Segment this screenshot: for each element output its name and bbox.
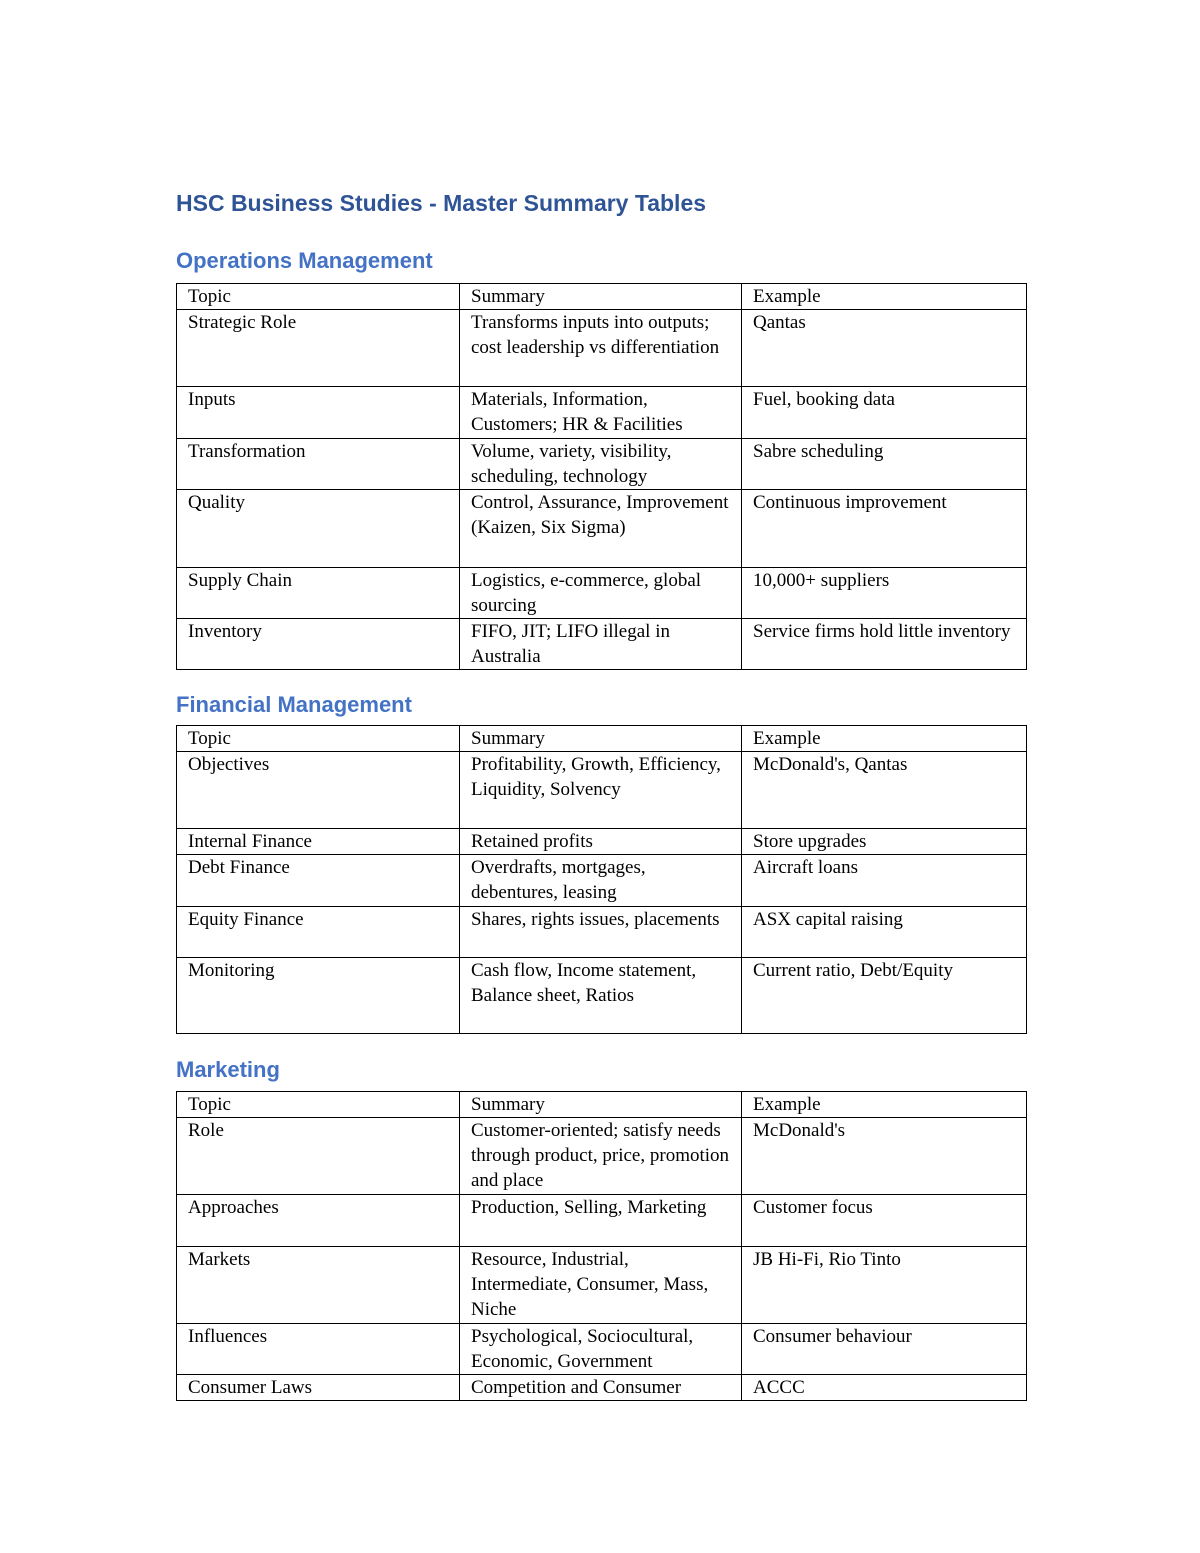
- marketing-table: [176, 1091, 1027, 1401]
- cell-topic: Role: [177, 1118, 460, 1195]
- table-row: [177, 752, 1027, 829]
- table-row: [177, 829, 1027, 855]
- cell-example: Fuel, booking data: [742, 387, 1027, 439]
- cell-summary: Shares, rights issues, placements: [460, 907, 742, 958]
- cell-topic: Inventory: [177, 619, 460, 670]
- cell-example: McDonald's, Qantas: [742, 752, 1027, 829]
- table-row: [177, 958, 1027, 1034]
- cell-topic: Monitoring: [177, 958, 460, 1034]
- cell-summary: Production, Selling, Marketing: [460, 1195, 742, 1247]
- section-heading-financial: Financial Management: [176, 692, 412, 717]
- column-header-topic: Topic: [177, 726, 460, 752]
- table-row: [177, 619, 1027, 670]
- cell-example: Continuous improvement: [742, 490, 1027, 568]
- column-header-summary: Summary: [460, 726, 742, 752]
- cell-summary: Transforms inputs into outputs; cost leadership vs differentiation: [460, 310, 742, 387]
- cell-topic: Equity Finance: [177, 907, 460, 958]
- table-row: [177, 439, 1027, 490]
- cell-summary: Retained profits: [460, 829, 742, 855]
- cell-example: 10,000+ suppliers: [742, 568, 1027, 619]
- cell-example: McDonald's: [742, 1118, 1027, 1195]
- document-title: HSC Business Studies - Master Summary Tables: [176, 190, 707, 216]
- cell-summary: Psychological, Sociocultural, Economic, Government: [460, 1324, 742, 1375]
- column-header-example: Example: [742, 284, 1027, 310]
- cell-summary: Cash flow, Income statement, Balance sheet, Ratios: [460, 958, 742, 1034]
- table-row: [177, 907, 1027, 958]
- cell-example: Qantas: [742, 310, 1027, 387]
- section-heading-marketing: Marketing: [176, 1057, 280, 1082]
- cell-example: Consumer behaviour: [742, 1324, 1027, 1375]
- cell-topic: Internal Finance: [177, 829, 460, 855]
- cell-summary: Logistics, e-commerce, global sourcing: [460, 568, 742, 619]
- table-row: [177, 490, 1027, 568]
- column-header-topic: Topic: [177, 1092, 460, 1118]
- cell-topic: Consumer Laws: [177, 1375, 460, 1401]
- cell-summary: Customer-oriented; satisfy needs through product, price, promotion and place: [460, 1118, 742, 1195]
- table-row: [177, 1118, 1027, 1195]
- column-header-summary: Summary: [460, 284, 742, 310]
- table-header-row: [177, 726, 1027, 752]
- column-header-summary: Summary: [460, 1092, 742, 1118]
- cell-example: ASX capital raising: [742, 907, 1027, 958]
- table-header-row: [177, 284, 1027, 310]
- cell-topic: Debt Finance: [177, 855, 460, 907]
- cell-summary: Competition and Consumer: [460, 1375, 742, 1401]
- table-row: [177, 310, 1027, 387]
- table-row: [177, 1247, 1027, 1324]
- cell-topic: Strategic Role: [177, 310, 460, 387]
- cell-example: ACCC: [742, 1375, 1027, 1401]
- cell-topic: Transformation: [177, 439, 460, 490]
- cell-topic: Inputs: [177, 387, 460, 439]
- cell-summary: Profitability, Growth, Efficiency, Liquidity, Solvency: [460, 752, 742, 829]
- table-header-row: [177, 1092, 1027, 1118]
- column-header-example: Example: [742, 1092, 1027, 1118]
- cell-example: Store upgrades: [742, 829, 1027, 855]
- table-row: [177, 568, 1027, 619]
- cell-example: Current ratio, Debt/Equity: [742, 958, 1027, 1034]
- cell-topic: Supply Chain: [177, 568, 460, 619]
- cell-topic: Objectives: [177, 752, 460, 829]
- cell-example: Service firms hold little inventory: [742, 619, 1027, 670]
- operations-table: [176, 283, 1027, 670]
- cell-example: JB Hi-Fi, Rio Tinto: [742, 1247, 1027, 1324]
- section-heading-operations: Operations Management: [176, 248, 433, 273]
- cell-summary: FIFO, JIT; LIFO illegal in Australia: [460, 619, 742, 670]
- cell-example: Customer focus: [742, 1195, 1027, 1247]
- table-row: [177, 387, 1027, 439]
- column-header-example: Example: [742, 726, 1027, 752]
- cell-summary: Materials, Information, Customers; HR & Facilities: [460, 387, 742, 439]
- cell-topic: Influences: [177, 1324, 460, 1375]
- cell-summary: Control, Assurance, Improvement (Kaizen, Six Sigma): [460, 490, 742, 568]
- table-row: [177, 1324, 1027, 1375]
- cell-summary: Resource, Industrial, Intermediate, Consumer, Mass, Niche: [460, 1247, 742, 1324]
- cell-topic: Quality: [177, 490, 460, 568]
- table-row: [177, 855, 1027, 907]
- table-row: [177, 1375, 1027, 1401]
- cell-topic: Markets: [177, 1247, 460, 1324]
- cell-example: Sabre scheduling: [742, 439, 1027, 490]
- cell-summary: Volume, variety, visibility, scheduling, technology: [460, 439, 742, 490]
- financial-table: [176, 725, 1027, 1034]
- cell-example: Aircraft loans: [742, 855, 1027, 907]
- table-row: [177, 1195, 1027, 1247]
- cell-summary: Overdrafts, mortgages, debentures, leasing: [460, 855, 742, 907]
- cell-topic: Approaches: [177, 1195, 460, 1247]
- column-header-topic: Topic: [177, 284, 460, 310]
